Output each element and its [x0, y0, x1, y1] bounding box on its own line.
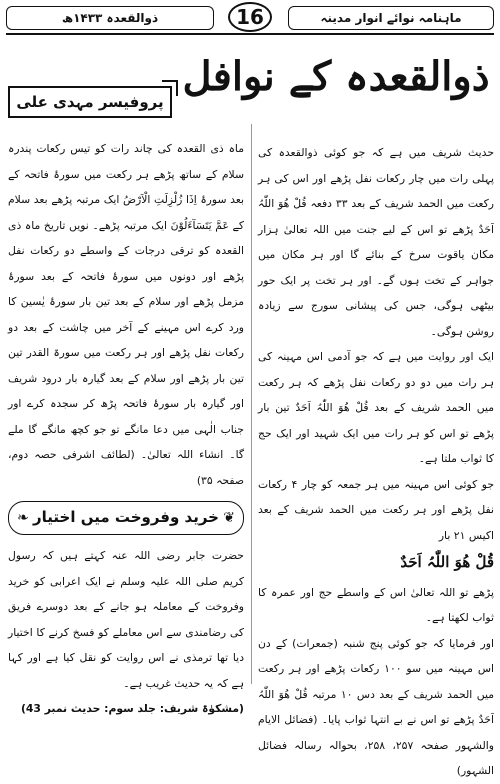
right-column: [258, 140, 494, 784]
header-rule: [6, 33, 494, 35]
column-divider: [251, 124, 252, 684]
issue-date: ذوالقعدہ ۱۴۳۳ھ: [6, 6, 214, 30]
verse: قُلْ ھُوَ اللّٰہُ اَحَدٌ: [400, 553, 494, 571]
paragraph: اور فرمایا کہ جو کوئی پنج شنبہ (جمعرات) کے دن اس مہینہ میں سو ۱۰۰ رکعات پڑھے اور ہر رکعت میں الحمد شریف کے بعد دس ۱۰ مرتبہ قُلْ ھُوَ اللّٰہُ اَحَدٌ پڑھے تو اس نے بے انتہا ثواب پایا۔ (فضائل الایام والشہور صفحہ ۲۵۷، ۲۵۸، بحوالہ رسالہ فضائل الشہور): [258, 636, 495, 777]
reference: (مشکوٰۃ شریف: جلد سوم: حدیث نمبر 43): [20, 702, 244, 715]
paragraph: پڑھے تو اللہ تعالیٰ اس کے واسطے حج اور عمرہ کا ثواب لکھتا ہے۔: [258, 585, 494, 624]
section-heading: [8, 501, 244, 535]
paragraph: ایک اور روایت میں ہے کہ جو آدمی اس مہینہ کی ہر رات میں دو دو رکعات نفل پڑھے کہ ہر رکعت میں الحمد شریف کے بعد قُلْ ھُوَ اللّٰہُ اَحَدٌ تین بار پڑھے تو اس کو ہر رات میں ایک شہید اور ایک حج کا ثواب ملتا ہے۔: [258, 350, 494, 465]
magazine-name: ماہنامہ نوائے انوار مدینہ: [288, 6, 494, 30]
author-name: پروفیسر مہدی علی: [8, 86, 172, 118]
paragraph: ماہ ذی القعدہ کی چاند رات کو تیس رکعات پندرہ سلام کے ساتھ پڑھے ہر رکعت میں سورۂ فاتحہ کے بعد سورۂ اِذَا زُلْزِلَتِ الْاَرْضُ ایک مرتبہ پڑھے بعد سلام کے عَمَّ یَتَسَآءَلُوْنَ ایک مرتبہ پڑھے۔ نویں تاریخ ماہ ذی القعدہ کو ترقی درجات کے واسطے دو رکعات نفل پڑھے اور دونوں میں سورۂ فاتحہ کے بعد سورۂ مزمل پڑھے اور سلام کے بعد تین بار سورۂ یٰسین کا ورد کرے اس مہینے کے آخر میں چاشت کے بعد دو رکعات نفل پڑھے اور ہر رکعت میں سورۃ القدر تین تین بار پڑھے اور سلام کے بعد گیارہ بار درود شریف اور گیارہ بار سورۂ فاتحہ پڑھ کر سجدہ کرے اور جناب الٰہی میں دعا مانگے تو جو کچھ مانگے گا ملے گا۔ انشاء اللہ تعالیٰ۔ (لطائف اشرفی حصہ دوم، صفحہ ۳۵): [8, 142, 244, 487]
paragraph: جو کوئی اس مہینہ میں ہر جمعہ کو چار ۴ رکعات نفل پڑھے اور ہر رکعت میں الحمد شریف کے بعد اکیس ۲۱ بار: [258, 477, 495, 542]
ornament-icon: ❧: [17, 510, 29, 526]
page-number: 16: [228, 2, 272, 32]
paragraph: حدیث شریف میں ہے کہ جو کوئی ذوالقعدہ کی پہلی رات میں چار رکعات نفل پڑھے اور اس کی ہر رکعت میں الحمد شریف کے بعد ۳۳ دفعہ قُلْ ھُوَ اللّٰہُ اَحَدٌ پڑھے تو اس کے لیے جنت میں اللہ تعالیٰ ہزار مکان یاقوت سرخ کے بنائے گا اور ہر مکان میں جواہر کے تخت ہوں گے۔ اور ہر تخت پر ایک حور بیٹھی ہوگی، جس کی پیشانی سورج سے زیادہ روشن ہوگی۔: [258, 146, 494, 338]
left-column: [8, 136, 244, 722]
ornament-icon: ❦: [223, 510, 235, 526]
paragraph: حضرت جابر رضی اللہ عنہ کہتے ہیں کہ رسول کریم صلی اللہ علیہ وسلم نے ایک اعرابی کو خرید وفروخت کے معاملہ ہو جانے کے بعد دوسرے فریق کی رضامندی سے اس معاملے کو فسخ کرنے کا اختیار دیا تھا ترمذی نے اس روایت کو نقل کیا ہے اور کہا ہے کہ یہ حدیث غریب ہے۔: [8, 549, 244, 690]
section-heading-text: خرید وفروخت میں اختیار: [33, 508, 219, 527]
article-title: ذوالقعدہ کے نوافل: [182, 53, 490, 100]
